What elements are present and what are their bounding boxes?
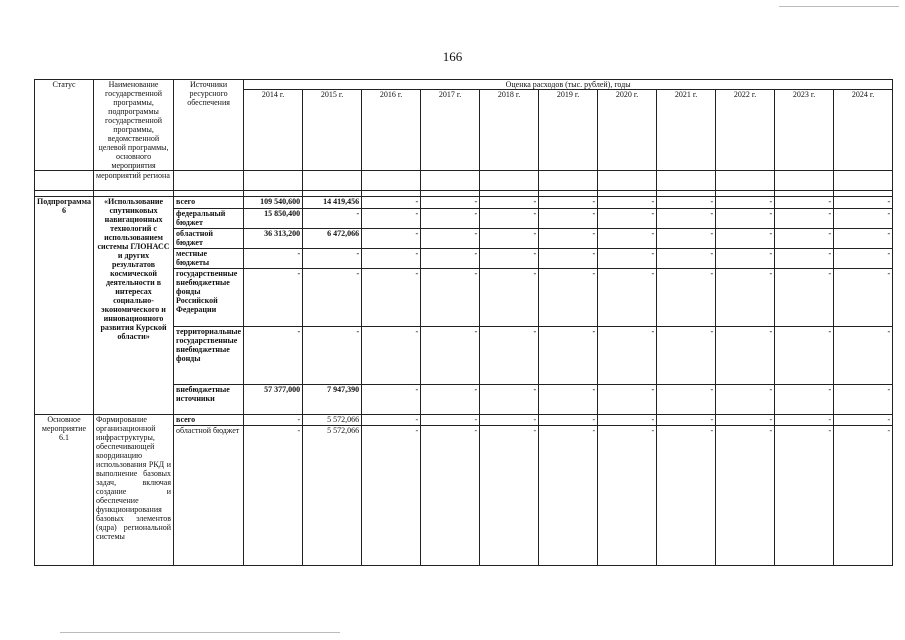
value-cell: -	[244, 269, 303, 327]
table-cell	[775, 171, 834, 191]
value-cell: 5 572,066	[303, 415, 362, 426]
subprogram-status: Подпрограмма 6	[35, 197, 94, 415]
value-cell: -	[834, 415, 893, 426]
year-header: 2015 г.	[303, 90, 362, 171]
value-cell: -	[539, 269, 598, 327]
value-cell: -	[775, 197, 834, 209]
source-label: внебюджетные источники	[174, 385, 244, 415]
value-cell: -	[716, 229, 775, 249]
value-cell: -	[421, 269, 480, 327]
value-cell: -	[362, 197, 421, 209]
value-cell: -	[657, 249, 716, 269]
subprogram-name: «Использование спутниковых навигационных технологий с использованием системы ГЛОНАСС и других результатов космической деятельности в интересах социально-экономического и инновационного развития Курской области»	[94, 197, 174, 415]
value-cell: -	[834, 327, 893, 385]
year-header: 2014 г.	[244, 90, 303, 171]
value-cell: -	[303, 209, 362, 229]
budget-table	[34, 79, 893, 566]
value-cell: -	[598, 269, 657, 327]
value-cell: 15 850,400	[244, 209, 303, 229]
source-label: местные бюджеты	[174, 249, 244, 269]
main-activity-status: Основное мероприятие 6.1	[35, 415, 94, 566]
table-cell	[480, 171, 539, 191]
value-cell: -	[362, 415, 421, 426]
value-cell: -	[598, 197, 657, 209]
table-cell	[716, 171, 775, 191]
value-cell: -	[657, 269, 716, 327]
value-cell: -	[480, 327, 539, 385]
year-header: 2022 г.	[716, 90, 775, 171]
value-cell: -	[716, 426, 775, 566]
value-cell: -	[539, 209, 598, 229]
value-cell: -	[480, 197, 539, 209]
carry-over-name: мероприятий региона	[94, 171, 174, 191]
value-cell: -	[303, 269, 362, 327]
value-cell: -	[716, 209, 775, 229]
carry-over-row	[35, 171, 893, 191]
table-cell	[834, 171, 893, 191]
value-cell: -	[539, 426, 598, 566]
value-cell: -	[421, 327, 480, 385]
year-header: 2019 г.	[539, 90, 598, 171]
value-cell: 7 947,390	[303, 385, 362, 415]
value-cell: -	[421, 249, 480, 269]
scan-edge-line-top	[779, 6, 899, 7]
value-cell: -	[480, 426, 539, 566]
value-cell: -	[421, 229, 480, 249]
value-cell: -	[657, 327, 716, 385]
value-cell: -	[480, 269, 539, 327]
value-cell: -	[244, 415, 303, 426]
value-cell: -	[598, 327, 657, 385]
value-cell: -	[834, 249, 893, 269]
table-cell	[174, 171, 244, 191]
value-cell: -	[421, 415, 480, 426]
year-header: 2021 г.	[657, 90, 716, 171]
value-cell: -	[421, 426, 480, 566]
table-cell	[657, 171, 716, 191]
value-cell: -	[598, 209, 657, 229]
value-cell: -	[421, 209, 480, 229]
value-cell: -	[539, 385, 598, 415]
value-cell: -	[716, 327, 775, 385]
year-header: 2017 г.	[421, 90, 480, 171]
table-row	[35, 415, 893, 426]
value-cell: -	[716, 385, 775, 415]
value-cell: -	[716, 415, 775, 426]
value-cell: -	[539, 197, 598, 209]
value-cell: -	[657, 415, 716, 426]
source-label: всего	[174, 197, 244, 209]
year-header: 2020 г.	[598, 90, 657, 171]
main-activity-name: Формирование организационной инфраструктуры, обеспечивающей координацию использования РКД и выполнение базовых задач, включая создание и обеспечение функционирования базовых элементов (ядра) региональной системы	[94, 415, 174, 566]
value-cell: -	[598, 229, 657, 249]
value-cell: -	[775, 385, 834, 415]
value-cell: -	[362, 269, 421, 327]
table-cell	[244, 171, 303, 191]
year-header: 2018 г.	[480, 90, 539, 171]
value-cell: -	[834, 385, 893, 415]
value-cell: -	[716, 249, 775, 269]
value-cell: -	[775, 269, 834, 327]
value-cell: 109 540,600	[244, 197, 303, 209]
value-cell: -	[539, 229, 598, 249]
value-cell: -	[716, 269, 775, 327]
source-label: государственные внебюджетные фонды Российской Федерации	[174, 269, 244, 327]
page-number: 166	[442, 49, 463, 64]
table-cell	[35, 171, 94, 191]
value-cell: -	[539, 327, 598, 385]
source-label: территориальные государственные внебюджетные фонды	[174, 327, 244, 385]
year-header: 2016 г.	[362, 90, 421, 171]
table-cell	[598, 171, 657, 191]
header-status: Статус	[35, 80, 94, 171]
header-name: Наименование государственной программы, подпрограммы государственной программы, ведомственной целевой программы, основного мероприятия	[94, 80, 174, 171]
source-label: федеральный бюджет	[174, 209, 244, 229]
value-cell: -	[657, 385, 716, 415]
value-cell: -	[834, 229, 893, 249]
value-cell: -	[421, 385, 480, 415]
value-cell: -	[303, 249, 362, 269]
year-header: 2024 г.	[834, 90, 893, 171]
table-cell	[539, 171, 598, 191]
value-cell: -	[716, 197, 775, 209]
value-cell: -	[480, 209, 539, 229]
value-cell: -	[657, 229, 716, 249]
value-cell: -	[775, 229, 834, 249]
table-cell	[303, 171, 362, 191]
value-cell: -	[362, 249, 421, 269]
scan-edge-line-bottom	[60, 632, 340, 633]
value-cell: -	[834, 426, 893, 566]
value-cell: -	[775, 415, 834, 426]
value-cell: -	[362, 229, 421, 249]
value-cell: -	[362, 327, 421, 385]
table-cell	[362, 171, 421, 191]
value-cell: -	[362, 426, 421, 566]
value-cell: -	[598, 415, 657, 426]
value-cell: 6 472,066	[303, 229, 362, 249]
value-cell: -	[303, 327, 362, 385]
value-cell: -	[775, 209, 834, 229]
value-cell: -	[775, 426, 834, 566]
value-cell: -	[598, 426, 657, 566]
value-cell: -	[539, 415, 598, 426]
value-cell: -	[657, 426, 716, 566]
value-cell: -	[834, 209, 893, 229]
source-label: областной бюджет	[174, 229, 244, 249]
source-label: всего	[174, 415, 244, 426]
value-cell: -	[362, 209, 421, 229]
value-cell: -	[834, 197, 893, 209]
value-cell: -	[834, 269, 893, 327]
value-cell: -	[598, 249, 657, 269]
year-header: 2023 г.	[775, 90, 834, 171]
header-sources: Источники ресурсного обеспечения	[174, 80, 244, 171]
value-cell: -	[657, 209, 716, 229]
value-cell: -	[244, 327, 303, 385]
table-cell	[421, 171, 480, 191]
value-cell: -	[244, 426, 303, 566]
value-cell: 14 419,456	[303, 197, 362, 209]
value-cell: -	[480, 249, 539, 269]
header-estimate: Оценка расходов (тыс. рублей), годы	[244, 80, 893, 90]
value-cell: 57 377,000	[244, 385, 303, 415]
value-cell: -	[657, 197, 716, 209]
value-cell: -	[244, 249, 303, 269]
table-row	[35, 197, 893, 209]
value-cell: -	[421, 197, 480, 209]
value-cell: -	[598, 385, 657, 415]
value-cell: -	[480, 385, 539, 415]
value-cell: -	[775, 327, 834, 385]
source-label: областной бюджет	[174, 426, 244, 566]
value-cell: -	[362, 385, 421, 415]
value-cell: -	[480, 415, 539, 426]
value-cell: 36 313,200	[244, 229, 303, 249]
value-cell: -	[539, 249, 598, 269]
value-cell: -	[775, 249, 834, 269]
value-cell: 5 572,066	[303, 426, 362, 566]
value-cell: -	[480, 229, 539, 249]
